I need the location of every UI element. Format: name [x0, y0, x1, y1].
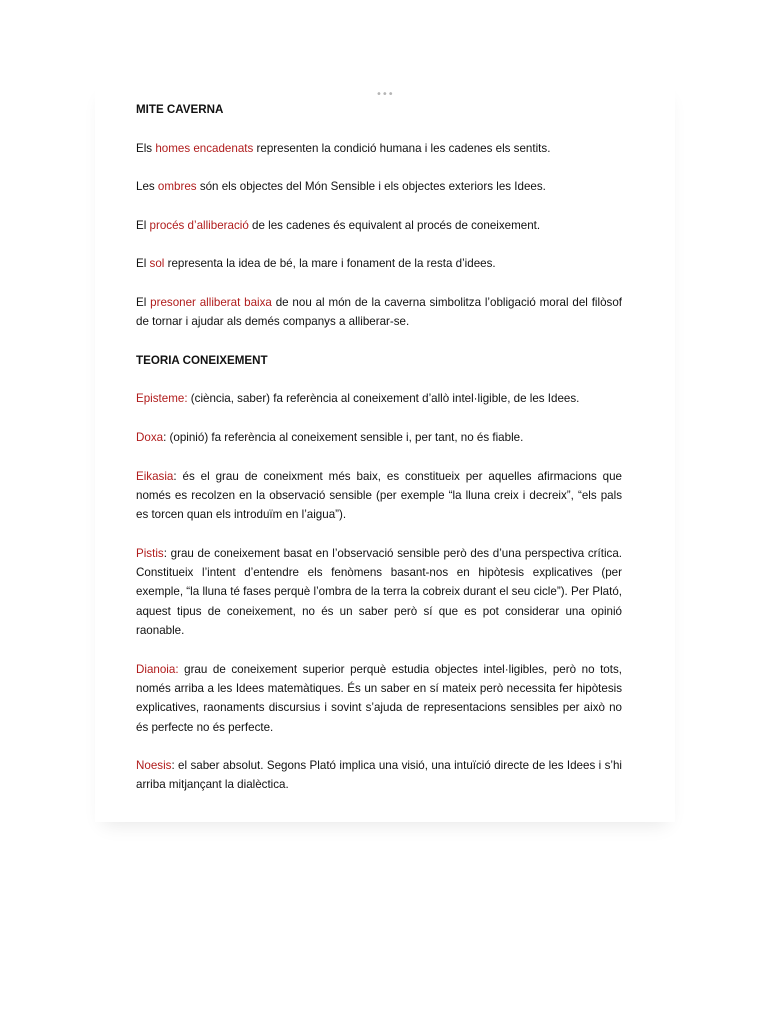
text: El [136, 257, 150, 271]
text: (ciència, saber) fa referència al coneixement d’allò intel·ligible, de les Idees. [187, 392, 580, 406]
paragraph-noesis [136, 756, 622, 795]
paragraph-homes-encadenats [136, 139, 622, 158]
paragraph-doxa [136, 428, 622, 447]
text: Les [136, 180, 158, 194]
paragraph-presoner [136, 293, 622, 332]
text: El [136, 295, 151, 309]
highlighted-term: homes encadenats [155, 141, 254, 155]
highlighted-term: Dianoia: [136, 662, 179, 676]
paragraph-ombres [136, 177, 622, 196]
paragraph-sol [136, 254, 622, 273]
text: representen la condició humana i les cadenes els sentits. [253, 141, 551, 155]
text: : grau de coneixement basat en l’observació sensible però des d’una perspectiva crítica. Constitueix l’intent d’entendre els fenòmens basant-nos en hipòtesis explicatives (per exemple, “la lluna té fases perquè l’ombra de la terra la cobreix durant el seu cicle”). Per Plató, aquest tipus de coneixement, no és un saber però sí que es pot considerar una opinió raonable. [136, 546, 622, 638]
paragraph-pistis [136, 544, 622, 640]
text: : el saber absolut. Segons Plató implica una visió, una intuïció directe de les Idees i s’hi arriba mitjançant la dialèctica. [136, 759, 622, 792]
text: : és el grau de coneixment més baix, es constitueix per aquelles afirmacions que només es recolzen en la observació sensible (per exemple “la lluna creix i decreix”, “els pals es torcen quan els introduïm en l’aigua”). [136, 469, 622, 522]
section-heading-mite-caverna: MITE CAVERNA [136, 103, 224, 116]
highlighted-term: Episteme: [136, 392, 188, 406]
text: El [136, 218, 150, 232]
highlighted-term: Eikasia [136, 469, 174, 483]
highlighted-term: ombres [157, 180, 197, 194]
highlighted-term: sol [149, 257, 165, 271]
paragraph-dianoia [136, 660, 622, 737]
text: grau de coneixement superior perquè estudia objectes intel·ligibles, però no tots, només arriba a les Idees matemàtiques. És un saber en sí mateix però necessita fer hipòtesis explicatives, raonaments discursius i sovint s’ajuda de representacions sensibles per això no és perfecte no és perfecte. [136, 662, 622, 734]
text: són els objectes del Món Sensible i els objectes exteriors les Idees. [196, 180, 546, 194]
highlighted-term: Doxa [136, 431, 164, 445]
text: : (opinió) fa referència al coneixement sensible i, per tant, no és fiable. [163, 431, 524, 445]
section-heading-teoria-coneixement: TEORIA CONEIXEMENT [136, 353, 268, 367]
document-body [136, 100, 622, 814]
paragraph-episteme [136, 389, 622, 408]
highlighted-term: Pistis [136, 546, 164, 560]
highlighted-term: Noesis [136, 759, 172, 773]
highlighted-term: procés d’alliberació [149, 218, 249, 232]
text: de nou al món de la caverna simbolitza l’obligació moral del filòsof de tornar i ajudar als demés companys a alliberar-se. [136, 295, 622, 329]
paragraph-proces-alliberacio [136, 216, 622, 235]
highlighted-term: presoner alliberat baixa [150, 295, 272, 309]
text: Els [136, 141, 156, 155]
paragraph-eikasia [136, 467, 622, 525]
more-options-icon[interactable]: ••• [376, 89, 394, 100]
text: representa la idea de bé, la mare i fonament de la resta d’idees. [164, 257, 496, 271]
text: de les cadenes és equivalent al procés de coneixement. [248, 218, 541, 232]
